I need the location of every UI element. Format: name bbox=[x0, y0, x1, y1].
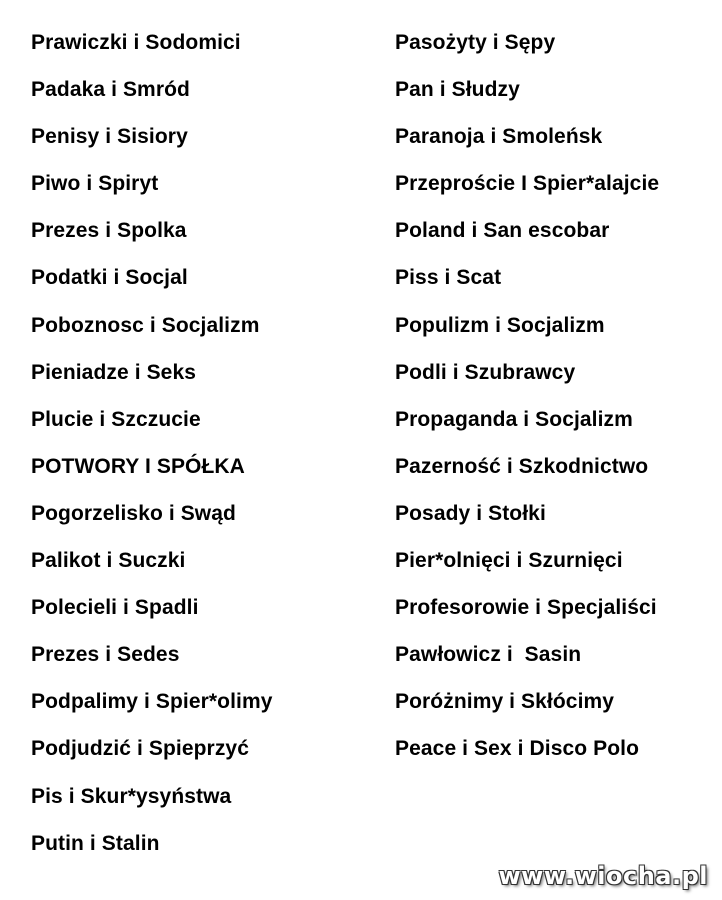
list-item: Plucie i Szczucie bbox=[31, 407, 201, 431]
list-item: Palikot i Suczki bbox=[31, 549, 186, 573]
list-item: Podjudzić i Spieprzyć bbox=[31, 737, 249, 761]
list-item: Prezes i Spolka bbox=[31, 219, 187, 243]
list-item: Profesorowie i Specjaliści bbox=[395, 596, 657, 620]
list-item: Piwo i Spiryt bbox=[31, 172, 159, 196]
list-item: Pogorzelisko i Swąd bbox=[31, 501, 236, 525]
list-item: Putin i Stalin bbox=[31, 831, 160, 855]
list-item: Pazerność i Szkodnictwo bbox=[395, 454, 649, 478]
list-item: Penisy i Sisiory bbox=[31, 125, 188, 149]
list-item: Pieniadze i Seks bbox=[31, 360, 197, 384]
right-column-list bbox=[395, 26, 715, 780]
list-item: Pis i Skur*ysyństwa bbox=[31, 784, 232, 808]
list-item: Piss i Scat bbox=[395, 266, 502, 290]
list-item: Prezes i Sedes bbox=[31, 643, 180, 667]
list-item: Poboznosc i Socjalizm bbox=[31, 313, 260, 337]
list-item: Podpalimy i Spier*olimy bbox=[31, 690, 273, 714]
list-item: Paranoja i Smoleńsk bbox=[395, 125, 603, 149]
left-column-list bbox=[31, 26, 381, 874]
list-item: Propaganda i Socjalizm bbox=[395, 407, 633, 431]
list-item: Poróżnimy i Skłócimy bbox=[395, 690, 615, 714]
list-item: Pawłowicz i Sasin bbox=[395, 643, 582, 667]
list-item: Pan i Słudzy bbox=[395, 78, 520, 102]
list-item: Przeproście I Spier*alajcie bbox=[395, 172, 660, 196]
list-item: Pasożyty i Sępy bbox=[395, 31, 556, 54]
list-item: Poland i San escobar bbox=[395, 219, 610, 243]
list-item: Prawiczki i Sodomici bbox=[31, 31, 241, 54]
list-item: Polecieli i Spadli bbox=[31, 596, 199, 620]
list-item: POTWORY I SPÓŁKA bbox=[31, 454, 245, 478]
list-item: Peace i Sex i Disco Polo bbox=[395, 737, 640, 761]
site-watermark: www.wiocha.pl bbox=[498, 862, 708, 890]
list-item: Populizm i Socjalizm bbox=[395, 313, 605, 337]
list-item: Podatki i Socjal bbox=[31, 266, 188, 290]
list-item: Padaka i Smród bbox=[31, 78, 190, 102]
list-item: Pier*olnięci i Szurnięci bbox=[395, 549, 623, 573]
list-item: Podli i Szubrawcy bbox=[395, 360, 576, 384]
list-item: Posady i Stołki bbox=[395, 501, 546, 525]
